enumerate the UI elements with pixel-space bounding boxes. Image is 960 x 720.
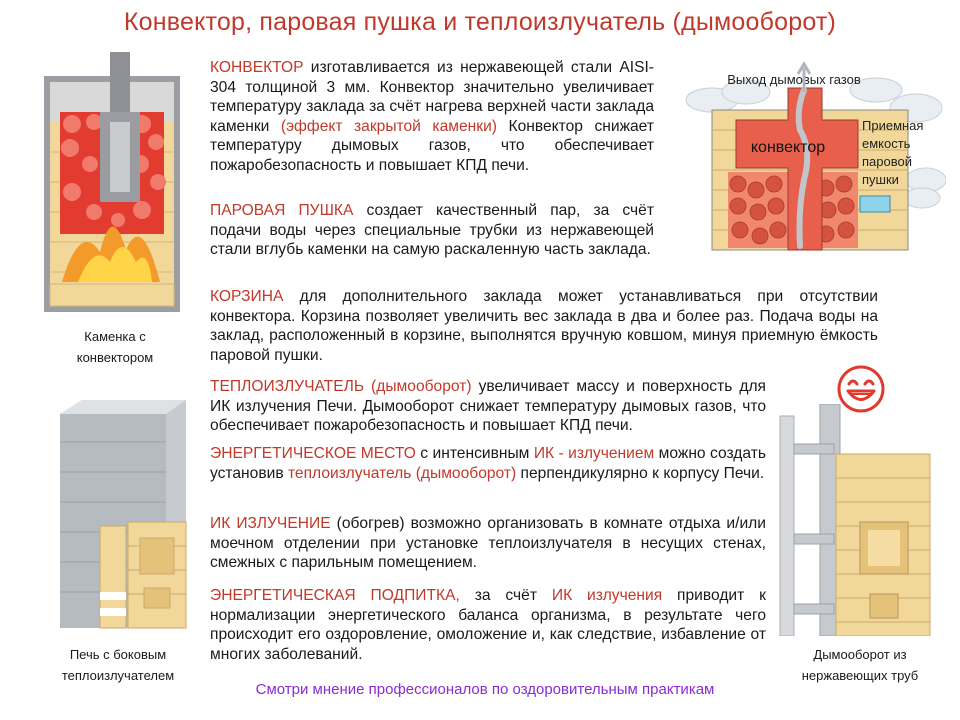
stove-convector-illustration: [30, 52, 198, 322]
paragraph-text: увеличивает массу и поверхность для ИК излучения Печи. Дымооборот снижает температуру дымовых газов, что обеспечивает пожаробезопасность и повышает КПД печи.: [210, 378, 767, 435]
caption-line: конвектором: [76, 350, 154, 365]
caption-line: теплоизлучателем: [61, 668, 175, 683]
accent-text: (эффект закрытой каменки): [280, 117, 497, 135]
tank-label-line: емкость: [862, 136, 911, 151]
tank-label-line: паровой: [862, 154, 912, 169]
paragraph-text: создает качественный пар, за счёт подачи воды через специальные трубки из нержавеющей стали вглубь каменки на самую раскаленную часть заклада.: [210, 202, 654, 259]
caption-pech: [38, 644, 198, 686]
term-podpitka: ЭНЕРГЕТИЧЕСКАЯ ПОДПИТКА,: [210, 587, 460, 604]
caption-line: Печь с боковым: [69, 647, 167, 662]
tank-label-line: пушки: [862, 172, 899, 187]
convector-label: конвектор: [750, 139, 826, 156]
paragraph-text: для дополнительного заклада может устанавливаться при отсутствии конвектора. Корзина позволяет увеличить вес заклада в два и более раз. Подача воды на заклад, расположенный в корзине, выполнятся вручную ковшом, минуя приемную ёмкость паровой пушки.: [210, 288, 878, 364]
paragraph-konvektor: [210, 58, 654, 176]
caption-kamenka: [40, 326, 190, 368]
caption-line: нержавеющих труб: [801, 668, 919, 683]
paragraph-energo: [210, 444, 766, 483]
term-teplo: ТЕПЛОИЗЛУЧАТЕЛЬ: [210, 378, 365, 395]
accent-text: ИК - излучением: [533, 445, 655, 462]
term-energo: ЭНЕРГЕТИЧЕСКОЕ МЕСТО: [210, 445, 416, 462]
convector-diagram: [676, 60, 946, 260]
paragraph-text: перпендикулярно к корпусу Печи.: [516, 464, 765, 482]
page-title: Конвектор, паровая пушка и теплоизлучатель (дымооборот): [123, 8, 837, 36]
dymooborot-illustration: [776, 404, 938, 636]
term-ik: ИК ИЗЛУЧЕНИЕ: [210, 515, 331, 532]
paragraph-text: изготавливается из нержавеющей стали AISI-304 толщиной 3 мм. Конвектор значительно увеличивает температуру заклада за счёт нагрева верхней части заклада каменки: [210, 59, 654, 135]
term-korzina: КОРЗИНА: [210, 288, 284, 305]
paragraph-ik: [210, 514, 766, 573]
paragraph-teplo: [210, 377, 766, 436]
exit-gas-label: Выход дымовых газов: [727, 72, 861, 87]
paragraph-text: с интенсивным: [415, 445, 534, 462]
stove-side-radiator-illustration: [38, 392, 198, 637]
term-konvektor: КОНВЕКТОР: [210, 59, 304, 76]
accent-text: теплоизлучатель (дымооборот): [287, 464, 517, 482]
paragraph-korzina: [210, 287, 878, 365]
caption-dymooborot: [780, 644, 940, 686]
tank-label-line: Приемная: [862, 118, 924, 133]
accent-text: ИК излучения: [551, 587, 663, 604]
accent-text: (дымооборот): [364, 378, 472, 395]
caption-line: Каменка с: [84, 329, 146, 344]
footer-link[interactable]: Смотри мнение профессионалов по оздоровительным практикам: [255, 681, 715, 698]
paragraph-pushka: [210, 201, 654, 260]
paragraph-text: (обогрев) возможно организовать в комнате отдыха и/или моечном отделении при установке теплоизлучателя в несущих стенах, смежных с парильным помещением.: [210, 515, 766, 572]
paragraph-text: Конвектор снижает температуру дымовых газов, что обеспечивает пожаробезопасность и повышает КПД печи.: [210, 117, 654, 174]
term-pushka: ПАРОВАЯ ПУШКА: [210, 202, 354, 219]
paragraph-podpitka: [210, 586, 766, 664]
caption-line: Дымооборот из: [813, 647, 907, 662]
paragraph-text: можно создать установив: [210, 445, 766, 482]
paragraph-text: приводит к нормализации энергетического баланса организма, в результате чего происходит его оздоровление, омоложение и, как следствие, избавление от многих заболеваний.: [210, 587, 766, 663]
paragraph-text: за счёт: [459, 587, 552, 604]
